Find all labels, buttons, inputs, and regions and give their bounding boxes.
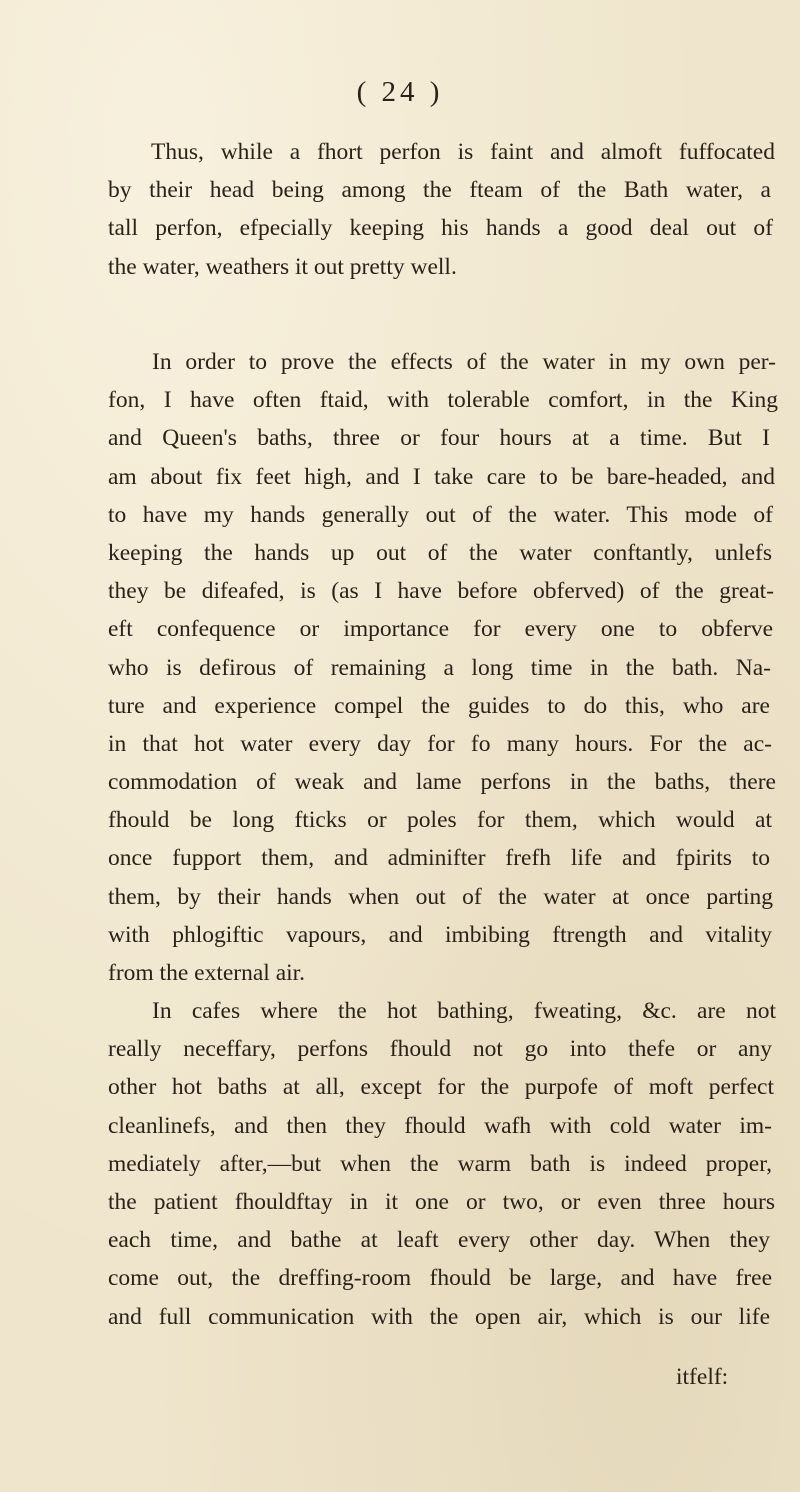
text-line: in that hot water every day for fo many hours. For the ac- <box>108 730 772 757</box>
text-line: tall perfon, efpecially keeping his hands a good deal out of <box>108 215 773 242</box>
text-line: to have my hands generally out of the water. This mode of <box>108 501 773 528</box>
text-line: them, by their hands when out of the water at once parting <box>108 883 773 910</box>
text-line: each time, and bathe at leaft every other day. When they <box>108 1227 770 1254</box>
text-line: and Queen's baths, three or four hours at a time. But I <box>108 425 770 452</box>
text-line: other hot baths at all, except for the purpofe of moft perfect <box>108 1074 774 1101</box>
text-line: cleanlinefs, and then they fhould wafh with cold water im- <box>108 1112 772 1139</box>
text-line: In order to prove the effects of the water in my own per- <box>152 349 776 375</box>
paragraph-1 <box>0 133 800 286</box>
text-line: with phlogiftic vapours, and imbibing ftrength and vitality <box>108 921 772 948</box>
text-line: by their head being among the fteam of the Bath water, a <box>108 177 771 204</box>
text-line: the water, weathers it out pretty well. <box>108 253 457 280</box>
paragraph-2 <box>0 343 800 992</box>
text-line: fhould be long fticks or poles for them, which would at <box>108 807 772 834</box>
text-line: Thus, while a fhort perfon is faint and almoft fuffocated <box>151 139 775 165</box>
page-number: ( 24 ) <box>356 76 444 108</box>
text-line: ture and experience compel the guides to do this, who are <box>108 692 770 719</box>
text-line: come out, the dreffing-room fhould be large, and have free <box>108 1265 772 1292</box>
catchword: itfelf: <box>676 1364 729 1390</box>
text-line: eft confequence or importance for every one to obferve <box>108 616 773 643</box>
text-line: am about fix feet high, and I take care to be bare-headed, and <box>108 463 775 490</box>
text-line: once fupport them, and adminifter frefh life and fpirits to <box>108 845 770 872</box>
text-line: and full communication with the open air, which is our life <box>108 1303 770 1330</box>
text-line: In cafes where the hot bathing, fweating, &c. are not <box>152 998 776 1024</box>
text-line: keeping the hands up out of the water conftantly, unlefs <box>108 539 772 566</box>
text-line: mediately after,—but when the warm bath is indeed proper, <box>108 1150 772 1177</box>
text-line: the patient fhouldftay in it one or two, or even three hours <box>108 1188 775 1215</box>
text-line: fon, I have often ftaid, with tolerable comfort, in the King <box>108 387 778 414</box>
text-line: from the external air. <box>108 960 306 986</box>
text-line: who is defirous of remaining a long time in the bath. Na- <box>108 654 771 681</box>
text-line: they be difeafed, is (as I have before obferved) of the great- <box>108 578 774 605</box>
text-line: really neceffary, perfons fhould not go into thefe or any <box>108 1036 772 1063</box>
paragraph-3 <box>0 992 800 1336</box>
text-line: commodation of weak and lame perfons in the baths, there <box>108 769 776 796</box>
